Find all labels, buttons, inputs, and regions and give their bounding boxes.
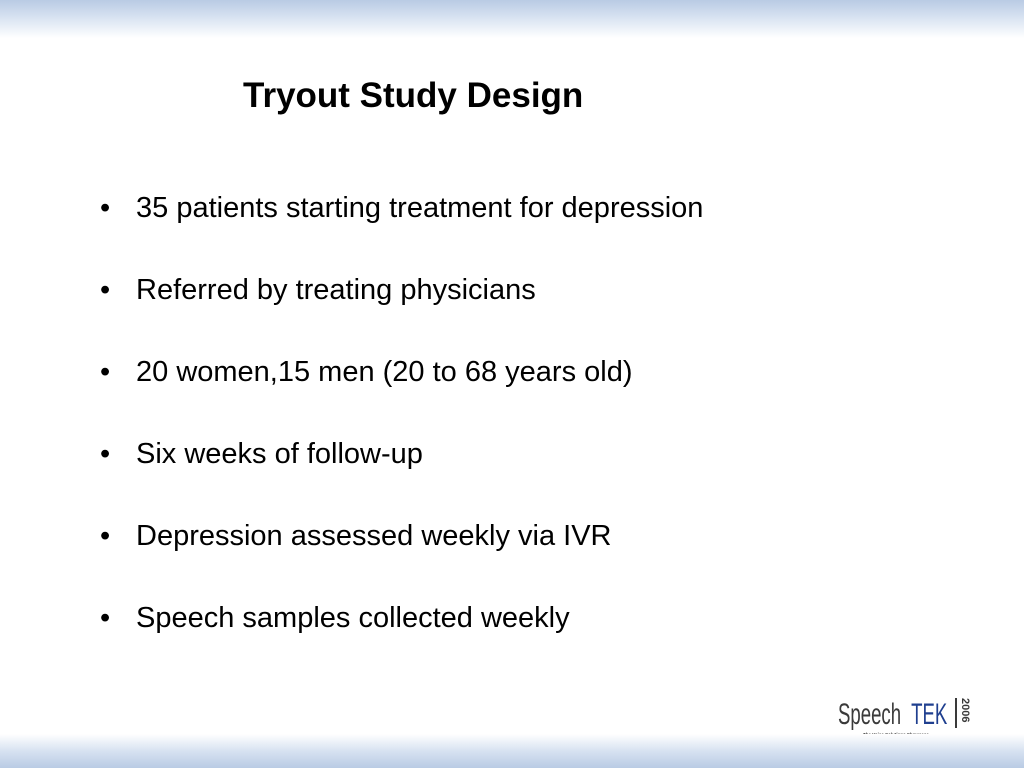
bullet-item xyxy=(100,274,703,356)
bullet-item xyxy=(100,438,703,520)
speechtek-logo xyxy=(838,690,988,740)
bullet-list xyxy=(100,192,703,684)
bullet-icon: • xyxy=(100,192,111,224)
logo-word-speech: Speech xyxy=(838,697,902,732)
bullet-icon: • xyxy=(100,520,111,552)
bullet-text: 35 patients starting treatment for depression xyxy=(136,192,704,224)
bullet-item xyxy=(100,192,703,274)
logo-divider xyxy=(955,698,957,728)
bullet-icon: • xyxy=(100,438,111,470)
bullet-icon: • xyxy=(100,356,111,388)
bottom-gradient-band xyxy=(0,734,1024,768)
bullet-text: Referred by treating physicians xyxy=(136,274,536,306)
bullet-icon: • xyxy=(100,602,111,634)
bullet-item xyxy=(100,356,703,438)
bullet-text: 20 women,15 men (20 to 68 years old) xyxy=(136,356,633,388)
bullet-item xyxy=(100,602,703,684)
bullet-text: Six weeks of follow-up xyxy=(136,438,423,470)
logo-year: 2006 xyxy=(959,698,971,723)
bullet-item xyxy=(100,520,703,602)
bullet-text: Speech samples collected weekly xyxy=(136,602,570,634)
logo-word-tek: TEK xyxy=(911,697,948,732)
bullet-text: Depression assessed weekly via IVR xyxy=(136,520,612,552)
slide-title: Tryout Study Design xyxy=(243,76,584,115)
bullet-icon: • xyxy=(100,274,111,306)
top-gradient-band xyxy=(0,0,1024,38)
